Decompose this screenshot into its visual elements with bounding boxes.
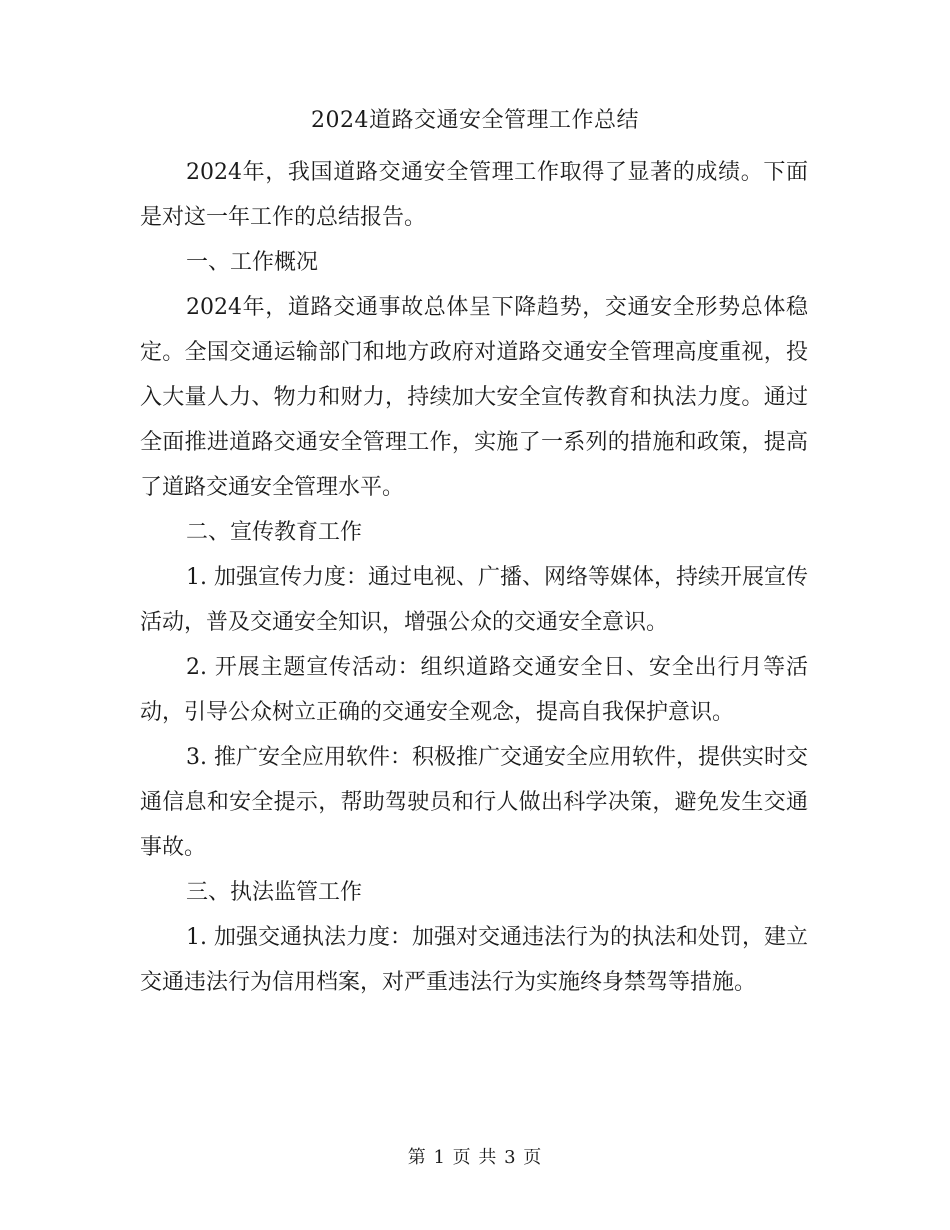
education-item-1: 1. 加强宣传力度：通过电视、广播、网络等媒体，持续开展宣传活动，普及交通安全知识，增强公众的交通安全意识。 (140, 565, 808, 635)
intro-paragraph: 2024年，我国道路交通安全管理工作取得了显著的成绩。下面是对这一年工作的总结报告。 (140, 160, 808, 230)
section-heading-overview: 一、工作概况 (186, 250, 319, 275)
overview-paragraph: 2024年，道路交通事故总体呈下降趋势，交通安全形势总体稳定。全国交通运输部门和地方政府对道路交通安全管理高度重视，投入大量人力、物力和财力，持续加大安全宣传教育和执法力度。通过全面推进道路交通安全管理工作，实施了一系列的措施和政策，提高了道路交通安全管理水平。 (140, 295, 808, 500)
document-body (140, 150, 808, 1005)
education-item-3: 3. 推广安全应用软件：积极推广交通安全应用软件，提供实时交通信息和安全提示，帮助驾驶员和行人做出科学决策，避免发生交通事故。 (140, 745, 808, 860)
education-item-2: 2. 开展主题宣传活动：组织道路交通安全日、安全出行月等活动，引导公众树立正确的交通安全观念，提高自我保护意识。 (140, 655, 808, 725)
section-heading-education: 二、宣传教育工作 (186, 520, 363, 545)
section-heading-enforcement: 三、执法监管工作 (186, 880, 363, 905)
document-title: 2024道路交通安全管理工作总结 (311, 108, 639, 133)
enforcement-item-1: 1. 加强交通执法力度：加强对交通违法行为的执法和处罚，建立交通违法行为信用档案，对严重违法行为实施终身禁驾等措施。 (140, 925, 808, 995)
page-number-footer: 第 1 页 共 3 页 (407, 1147, 543, 1168)
